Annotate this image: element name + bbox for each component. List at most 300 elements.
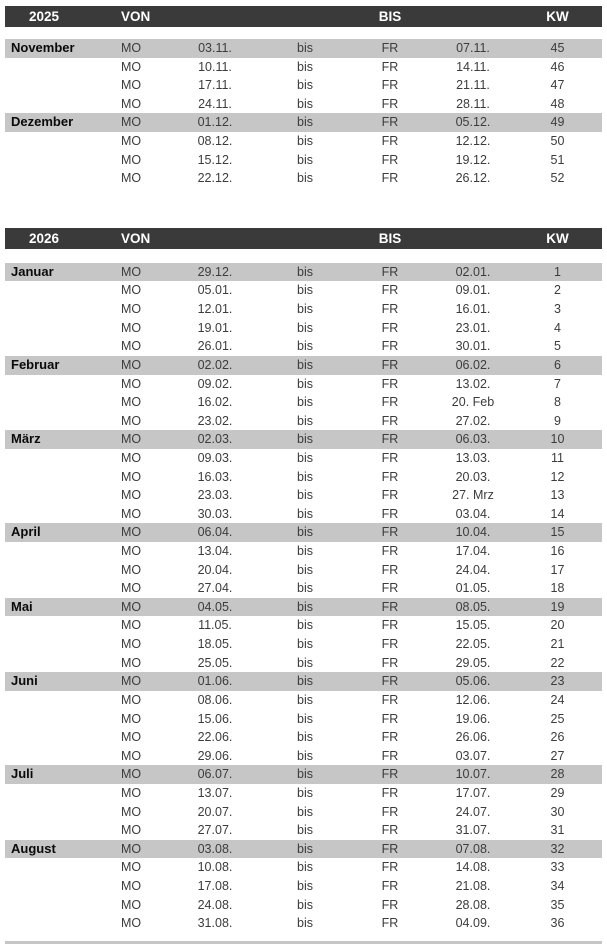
month-cell (5, 58, 115, 77)
start-date-cell: 09.02. (197, 376, 233, 391)
week-row (5, 300, 602, 319)
end-date-cell: 22.05. (455, 637, 491, 652)
month-cell (5, 691, 115, 710)
month-cell: August (11, 840, 56, 856)
day-to-cell: FR (381, 562, 399, 577)
end-date-cell: 03.04. (455, 506, 491, 521)
day-to-cell: FR (381, 860, 399, 875)
day-from-cell: MO (121, 916, 142, 931)
month-cell (5, 486, 115, 505)
start-date-cell: 13.07. (197, 785, 233, 800)
month-cell: Juni (11, 673, 38, 689)
day-from-cell: MO (121, 78, 142, 93)
kw-cell: 1 (554, 264, 561, 279)
day-to-cell: FR (381, 897, 399, 912)
week-row (5, 561, 602, 580)
kw-cell: 23 (550, 674, 565, 689)
start-date-cell: 03.11. (198, 41, 232, 55)
month-cell (5, 375, 115, 394)
kw-cell: 52 (550, 171, 565, 186)
end-date-cell: 07.08. (455, 841, 491, 856)
start-date-cell: 17.08. (197, 878, 233, 893)
day-to-cell: FR (381, 59, 399, 74)
day-from-cell: MO (121, 320, 142, 335)
start-date-cell: 16.02. (197, 395, 233, 410)
separator-cell: bis (297, 432, 313, 447)
day-from-cell: MO (121, 413, 142, 428)
day-from-cell: MO (121, 525, 142, 540)
start-date-cell: 18.05. (197, 637, 233, 652)
day-to-cell: FR (381, 376, 399, 391)
week-row (5, 449, 602, 468)
week-row (5, 76, 602, 95)
separator-cell: bis (297, 711, 313, 726)
day-to-cell: FR (381, 823, 399, 838)
day-from-cell: MO (121, 264, 142, 279)
start-date-cell: 05.01. (197, 283, 233, 298)
year-section-2026 (0, 228, 607, 933)
separator-cell: bis (297, 841, 313, 856)
end-date-cell: 19.06. (455, 711, 491, 726)
week-row (5, 598, 602, 617)
kw-cell: 2 (554, 283, 561, 298)
start-date-cell: 24.11. (198, 96, 232, 111)
day-from-cell: MO (121, 674, 142, 689)
month-cell (5, 95, 115, 114)
week-row (5, 616, 602, 635)
end-date-cell: 03.07. (455, 748, 491, 763)
start-date-cell: 27.07. (197, 823, 233, 838)
day-from-cell: MO (121, 841, 142, 856)
separator-cell: bis (297, 357, 313, 372)
day-from-cell: MO (121, 115, 142, 130)
kw-cell: 34 (550, 878, 565, 893)
separator-cell: bis (297, 41, 313, 55)
end-date-cell: 05.06. (455, 674, 491, 689)
day-from-cell: MO (121, 860, 142, 875)
week-row (5, 430, 602, 449)
week-row (5, 95, 602, 114)
week-row (5, 784, 602, 803)
day-from-cell: MO (121, 469, 142, 484)
start-date-cell: 02.03. (197, 432, 233, 447)
month-cell (5, 449, 115, 468)
day-from-cell: MO (121, 767, 142, 782)
week-row (5, 765, 602, 784)
kw-cell: 26 (550, 730, 565, 745)
kw-cell: 29 (550, 785, 565, 800)
spacer (263, 228, 347, 249)
separator-cell: bis (297, 785, 313, 800)
day-from-cell: MO (121, 692, 142, 707)
day-from-cell: MO (121, 823, 142, 838)
kw-cell: 20 (550, 618, 565, 633)
start-date-cell: 12.01. (197, 302, 233, 317)
day-to-cell: FR (381, 748, 399, 763)
month-cell (5, 728, 115, 747)
day-to-cell: FR (381, 302, 399, 317)
start-date-cell: 31.08. (197, 916, 233, 931)
separator-cell: bis (297, 860, 313, 875)
day-to-cell: FR (381, 767, 399, 782)
day-to-cell: FR (381, 916, 399, 931)
day-to-cell: FR (381, 804, 399, 819)
end-date-cell: 21.08. (455, 878, 491, 893)
separator-cell: bis (297, 562, 313, 577)
end-date-cell: 26.12. (455, 171, 491, 186)
kw-cell: 28 (550, 767, 565, 782)
week-row (5, 39, 602, 58)
day-from-cell: MO (121, 785, 142, 800)
start-date-cell: 26.01. (197, 339, 233, 354)
end-date-cell: 10.07. (455, 767, 491, 782)
day-to-cell: FR (381, 115, 399, 130)
end-date-cell: 19.12. (455, 152, 491, 167)
month-cell (5, 468, 115, 487)
separator-cell: bis (297, 599, 313, 614)
start-date-cell: 10.11. (198, 59, 232, 74)
kw-cell: 31 (550, 823, 565, 838)
kw-cell: 6 (554, 357, 561, 372)
separator-cell: bis (297, 748, 313, 763)
day-from-cell: MO (121, 506, 142, 521)
start-date-cell: 20.04. (197, 562, 233, 577)
day-from-cell: MO (121, 748, 142, 763)
day-to-cell: FR (381, 134, 399, 149)
day-to-cell: FR (381, 525, 399, 540)
start-date-cell: 10.08. (197, 860, 233, 875)
week-row (5, 375, 602, 394)
day-from-cell: MO (121, 152, 142, 167)
month-cell (5, 337, 115, 356)
week-row (5, 635, 602, 654)
week-row (5, 319, 602, 338)
spacer (167, 228, 263, 249)
day-to-cell: FR (381, 450, 399, 465)
day-to-cell: FR (381, 506, 399, 521)
start-date-cell: 06.04. (197, 525, 233, 540)
end-date-cell: 20.03. (455, 469, 491, 484)
column-header-kw: KW (546, 9, 569, 24)
kw-cell: 22 (550, 655, 565, 670)
day-from-cell: MO (121, 283, 142, 298)
week-row (5, 113, 602, 132)
week-row (5, 803, 602, 822)
separator-cell: bis (297, 506, 313, 521)
separator-cell: bis (297, 488, 313, 503)
separator-cell: bis (297, 618, 313, 633)
separator-cell: bis (297, 581, 313, 596)
end-date-cell: 31.07. (455, 823, 491, 838)
end-date-cell: 26.06. (455, 730, 491, 745)
spacer (433, 6, 513, 27)
kw-cell: 49 (550, 115, 565, 130)
kw-cell: 18 (550, 581, 565, 596)
month-cell (5, 393, 115, 412)
end-date-cell: 23.01. (455, 320, 491, 335)
week-row (5, 393, 602, 412)
day-from-cell: MO (121, 655, 142, 670)
end-date-cell: 14.08. (455, 860, 491, 875)
week-row (5, 356, 602, 375)
day-to-cell: FR (381, 655, 399, 670)
end-date-cell: 05.12. (455, 115, 491, 130)
start-date-cell: 19.01. (197, 320, 233, 335)
end-date-cell: 13.03. (455, 450, 491, 465)
kw-cell: 36 (550, 916, 565, 931)
day-from-cell: MO (121, 357, 142, 372)
day-from-cell: MO (121, 804, 142, 819)
separator-cell: bis (297, 59, 313, 74)
spacer (433, 228, 513, 249)
kw-cell: 51 (550, 152, 565, 167)
month-cell (5, 412, 115, 431)
start-date-cell: 03.08. (197, 841, 233, 856)
month-cell (5, 132, 115, 151)
end-date-cell: 12.06. (455, 692, 491, 707)
separator-cell: bis (297, 171, 313, 186)
start-date-cell: 29.12. (197, 264, 233, 279)
separator-cell: bis (297, 767, 313, 782)
start-date-cell: 02.02. (197, 357, 233, 372)
start-date-cell: 22.06. (197, 730, 233, 745)
month-cell (5, 896, 115, 915)
day-to-cell: FR (381, 432, 399, 447)
day-to-cell: FR (381, 41, 399, 55)
day-to-cell: FR (381, 711, 399, 726)
month-cell (5, 505, 115, 524)
month-cell (5, 319, 115, 338)
day-to-cell: FR (381, 264, 399, 279)
day-from-cell: MO (121, 376, 142, 391)
separator-cell: bis (297, 283, 313, 298)
separator-cell: bis (297, 395, 313, 410)
day-from-cell: MO (121, 562, 142, 577)
start-date-cell: 30.03. (197, 506, 233, 521)
end-date-cell: 24.04. (455, 562, 491, 577)
kw-cell: 13 (550, 488, 565, 503)
column-header-von: VON (121, 9, 151, 24)
week-row (5, 728, 602, 747)
day-from-cell: MO (121, 730, 142, 745)
separator-cell: bis (297, 376, 313, 391)
day-from-cell: MO (121, 59, 142, 74)
start-date-cell: 13.04. (197, 544, 233, 559)
separator-cell: bis (297, 264, 313, 279)
month-cell: April (11, 524, 41, 540)
kw-cell: 11 (551, 450, 564, 465)
kw-cell: 16 (550, 544, 565, 559)
week-rows-2026 (0, 263, 607, 933)
week-row (5, 858, 602, 877)
day-from-cell: MO (121, 618, 142, 633)
end-date-cell: 06.03. (455, 432, 491, 447)
week-row (5, 412, 602, 431)
day-to-cell: FR (381, 599, 399, 614)
week-row (5, 821, 602, 840)
day-to-cell: FR (381, 413, 399, 428)
start-date-cell: 09.03. (197, 450, 233, 465)
kw-cell: 25 (550, 711, 565, 726)
separator-cell: bis (297, 637, 313, 652)
kw-cell: 35 (550, 897, 565, 912)
separator-cell: bis (297, 674, 313, 689)
month-cell (5, 914, 115, 933)
kw-cell: 30 (550, 804, 565, 819)
day-from-cell: MO (121, 599, 142, 614)
separator-cell: bis (297, 339, 313, 354)
kw-cell: 9 (554, 413, 561, 428)
month-cell (5, 579, 115, 598)
section-header-2026 (5, 228, 602, 249)
start-date-cell: 23.03. (197, 488, 233, 503)
kw-cell: 32 (550, 841, 565, 856)
month-cell (5, 784, 115, 803)
month-cell (5, 76, 115, 95)
separator-cell: bis (297, 878, 313, 893)
day-to-cell: FR (381, 692, 399, 707)
kw-cell: 10 (550, 432, 565, 447)
day-to-cell: FR (381, 469, 399, 484)
month-cell: Januar (11, 263, 54, 279)
kw-cell: 33 (550, 860, 565, 875)
month-cell (5, 858, 115, 877)
kw-cell: 45 (550, 41, 565, 55)
kw-cell: 27 (550, 748, 565, 763)
week-row (5, 654, 602, 673)
kw-cell: 12 (550, 469, 565, 484)
month-cell (5, 151, 115, 170)
week-row (5, 505, 602, 524)
column-header-von: VON (121, 230, 151, 246)
day-to-cell: FR (381, 674, 399, 689)
month-cell: Dezember (11, 114, 74, 130)
year-label: 2026 (29, 230, 60, 246)
start-date-cell: 15.06. (197, 711, 233, 726)
week-rows-2025 (0, 39, 607, 188)
week-row (5, 169, 602, 188)
end-date-cell: 27.02. (455, 413, 491, 428)
week-row (5, 132, 602, 151)
day-from-cell: MO (121, 41, 142, 55)
month-cell (5, 710, 115, 729)
day-from-cell: MO (121, 711, 142, 726)
separator-cell: bis (297, 823, 313, 838)
separator-cell: bis (297, 320, 313, 335)
day-to-cell: FR (381, 339, 399, 354)
kw-cell: 46 (550, 59, 565, 74)
start-date-cell: 22.12. (197, 171, 233, 186)
start-date-cell: 08.12. (197, 134, 233, 149)
start-date-cell: 01.06. (197, 674, 233, 689)
kw-cell: 21 (550, 637, 565, 652)
day-from-cell: MO (121, 581, 142, 596)
month-cell (5, 616, 115, 635)
start-date-cell: 24.08. (197, 897, 233, 912)
week-row (5, 542, 602, 561)
month-cell (5, 747, 115, 766)
end-date-cell: 04.09. (455, 916, 491, 931)
day-to-cell: FR (381, 730, 399, 745)
separator-cell: bis (297, 692, 313, 707)
day-from-cell: MO (121, 96, 142, 111)
day-from-cell: MO (121, 134, 142, 149)
day-to-cell: FR (381, 283, 399, 298)
separator-cell: bis (297, 804, 313, 819)
column-header-bis: BIS (378, 9, 402, 24)
end-date-cell: 29.05. (455, 655, 491, 670)
kw-cell: 17 (550, 562, 565, 577)
start-date-cell: 01.12. (197, 115, 233, 130)
month-cell (5, 561, 115, 580)
end-date-cell: 28.08. (455, 897, 491, 912)
week-row (5, 877, 602, 896)
week-row (5, 337, 602, 356)
separator-cell: bis (297, 115, 313, 130)
end-date-cell: 13.02. (455, 376, 491, 391)
start-date-cell: 16.03. (197, 469, 233, 484)
week-row (5, 58, 602, 77)
day-to-cell: FR (381, 395, 399, 410)
week-row (5, 486, 602, 505)
month-cell: November (11, 40, 75, 55)
separator-cell: bis (297, 544, 313, 559)
start-date-cell: 20.07. (197, 804, 233, 819)
separator-cell: bis (297, 413, 313, 428)
column-header-kw: KW (546, 230, 569, 246)
end-date-cell: 20. Feb (451, 395, 495, 410)
end-date-cell: 21.11. (456, 78, 490, 93)
start-date-cell: 27.04. (197, 581, 233, 596)
day-to-cell: FR (381, 878, 399, 893)
separator-cell: bis (297, 525, 313, 540)
week-row (5, 691, 602, 710)
day-to-cell: FR (381, 841, 399, 856)
separator-cell: bis (297, 655, 313, 670)
week-row (5, 672, 602, 691)
month-cell (5, 300, 115, 319)
day-to-cell: FR (381, 785, 399, 800)
day-to-cell: FR (381, 488, 399, 503)
day-from-cell: MO (121, 395, 142, 410)
year-label: 2025 (29, 9, 60, 24)
day-from-cell: MO (121, 450, 142, 465)
day-to-cell: FR (381, 171, 399, 186)
end-date-cell: 07.11. (456, 41, 490, 55)
month-cell (5, 542, 115, 561)
end-date-cell: 17.04. (455, 544, 491, 559)
end-date-cell: 01.05. (455, 581, 491, 596)
day-from-cell: MO (121, 302, 142, 317)
month-cell (5, 635, 115, 654)
week-row (5, 151, 602, 170)
week-row (5, 468, 602, 487)
end-date-cell: 16.01. (455, 302, 491, 317)
start-date-cell: 06.07. (197, 767, 233, 782)
week-row (5, 710, 602, 729)
day-from-cell: MO (121, 339, 142, 354)
week-row (5, 263, 602, 282)
kw-cell: 7 (554, 376, 561, 391)
kw-cell: 8 (554, 395, 561, 410)
start-date-cell: 11.05. (198, 618, 232, 633)
kw-cell: 50 (550, 134, 565, 149)
day-from-cell: MO (121, 171, 142, 186)
month-cell: Mai (11, 598, 33, 614)
end-date-cell: 08.05. (455, 599, 491, 614)
separator-cell: bis (297, 134, 313, 149)
month-cell (5, 169, 115, 188)
